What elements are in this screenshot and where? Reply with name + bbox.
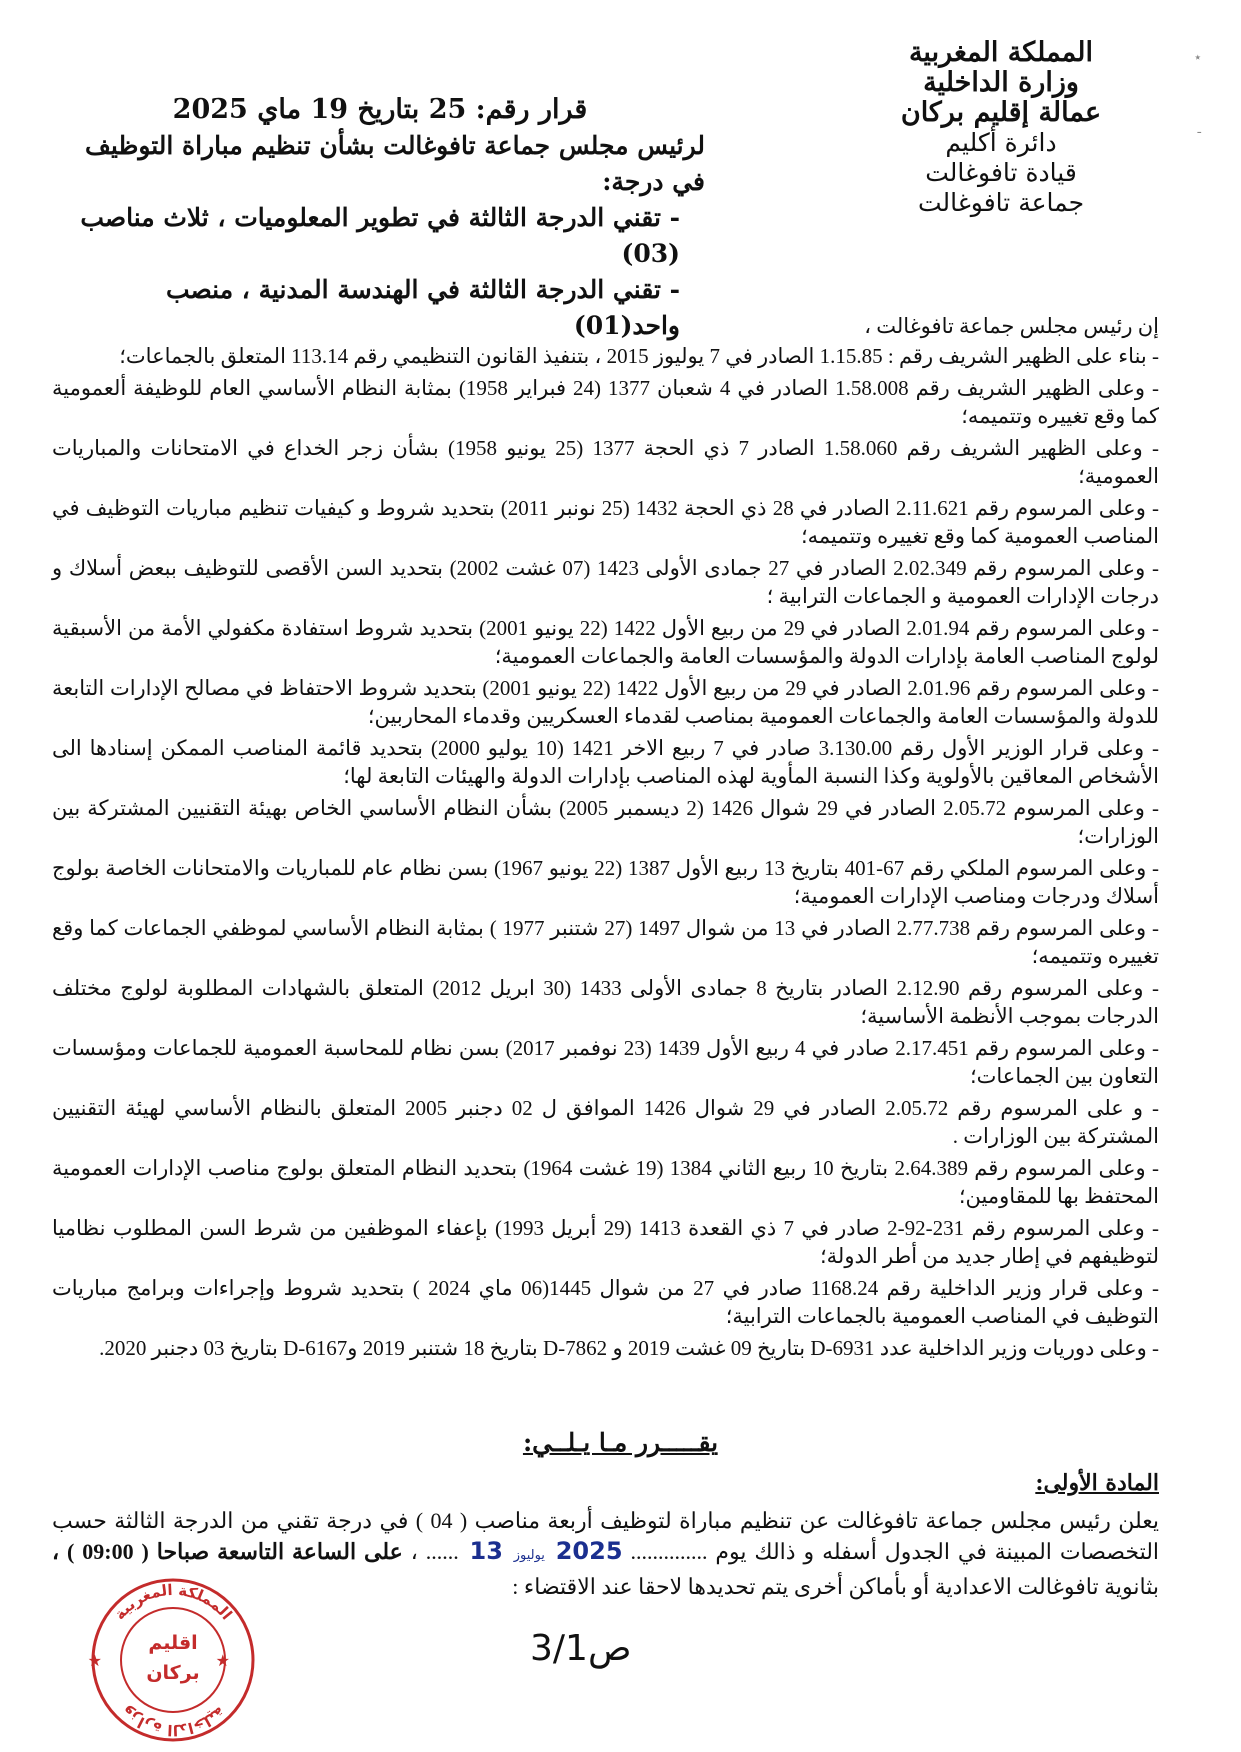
decision-heading: يقـــــرر مـا يـلــي: bbox=[522, 1428, 719, 1457]
handwritten-date bbox=[459, 1537, 623, 1565]
stamp-star-icon: ★ bbox=[88, 1651, 102, 1670]
letterhead-circle: دائرة أكليم bbox=[945, 128, 1057, 157]
stamp-province-label: اقليم bbox=[148, 1632, 198, 1654]
preamble-clause: - وعلى المرسوم 2.05.72 الصادر في 29 شوال 1426 (2 ديسمبر 2005) بشأن النظام الأساسي الخاص بهيئة التقنيين المشتركة بين الوزارات؛ bbox=[52, 796, 1159, 848]
preamble-clause: - وعلى قرار الوزير الأول رقم 3.130.00 صادر في 7 ربيع الاخر 1421 (10 يوليو 2000) بتحديد قائمة المناصب الممكن إسنادها الى الأشخاص المعاقين بالأولوية وكذا النسبة المأوية لهذه المناصب بإدارات الدولة والهيئات التابعة لها؛ bbox=[52, 736, 1159, 788]
preamble-clause: - وعلى المرسوم رقم 2.12.90 الصادر بتاريخ 8 جمادى الأولى 1433 (30 ابريل 2012) المتعلق بالشهادات المطلوبة لولوج مختلف الدرجات بموجب الأنظمة الأساسية؛ bbox=[52, 976, 1160, 1028]
decision-number-line: قرار رقم: 25 بتاريخ 19 ماي 2025 bbox=[172, 94, 588, 125]
letterhead-kingdom: المملكة المغربية bbox=[908, 37, 1094, 68]
stamp-ring-top: المملكة المغربية bbox=[110, 1580, 236, 1624]
preamble-clause: - وعلى المرسوم رقم 2.17.451 صادر في 4 ربيع الأول 1439 (23 نوفمبر 2017) بسن نظام للمحاسبة العمومية للجماعات ومؤسسات التعاون بين الجماعات؛ bbox=[52, 1036, 1160, 1088]
stamp-province-name: بركان bbox=[146, 1662, 200, 1684]
decision-post-item: - تقني الدرجة الثالثة في الهندسة المدنية ، منصب واحد(01) bbox=[165, 275, 680, 340]
preamble-clause: - وعلى الظهير الشريف رقم 1.58.060 الصادر 7 ذي الحجة 1377 (25 يونيو 1958) بشأن زجر الخداع في الامتحانات والمباريات العمومية؛ bbox=[52, 436, 1159, 488]
preamble-clause: - وعلى الظهير الشريف رقم 1.58.008 الصادر في 4 شعبان 1377 (24 فبراير 1958) بمثابة النظام الأساسي العام للوظيفة ألعمومية كما وقع تغييره وتتميمه؛ bbox=[52, 376, 1159, 428]
preamble-clause: - وعلى دوريات وزير الداخلية عدد D-6931 بتاريخ 09 غشت 2019 و D-7862 بتاريخ 18 شتنبر 2019 وD-6167 بتاريخ 03 دجنبر 2020. bbox=[99, 1336, 1159, 1360]
preamble-clause: - وعلى المرسوم رقم 2.02.349 الصادر في 27 جمادى الأولى 1423 (07 غشت 2002) بتحديد السن الأقصى للتوظيف ببعض أسلاك و درجات الإدارات العمومية و الجماعات الترابية ؛ bbox=[52, 556, 1159, 608]
stamp-center-text bbox=[88, 1628, 258, 1688]
decision-post-item: - تقني الدرجة الثالثة في تطوير المعلوميات ، ثلاث مناصب (03) bbox=[80, 203, 680, 268]
letterhead bbox=[881, 38, 1121, 218]
preamble-clause: - وعلى المرسوم رقم 2.64.389 بتاريخ 10 ربيع الثاني 1384 (19 غشت 1964) بتحديد النظام المتعلق بولوج مناصب الإدارات العمومية المحتفظ بها للمقاومين؛ bbox=[52, 1156, 1160, 1208]
preamble-clause: - وعلى المرسوم الملكي رقم 67-401 بتاريخ 13 ربيع الأول 1387 (22 يونيو 1967) بسن نظام عام للمباريات والامتحانات الخاصة بولوج أسلاك ودرجات ومناصب الإدارات العمومية؛ bbox=[52, 856, 1159, 908]
preamble bbox=[52, 312, 1159, 1366]
preamble-clause: - وعلى المرسوم رقم 2.01.96 الصادر في 29 من ربيع الأول 1422 (22 يونيو 2001) بتحديد شروط الاحتفاظ في مصالح الإدارات التابعة للدولة والمؤسسات العامة والجماعات العمومية بمناصب لقدماء العسكريين وقدماء المحاربين؛ bbox=[52, 676, 1159, 728]
decision-title bbox=[55, 92, 705, 344]
stamp-star-icon: ★ bbox=[215, 1651, 230, 1670]
letterhead-prefecture: عمالة إقليم بركان bbox=[900, 97, 1102, 128]
stamp-ring-bottom: وزارة الداخلية bbox=[117, 1702, 229, 1740]
scan-mark: ـ bbox=[1197, 122, 1201, 136]
preamble-clause: - وعلى المرسوم رقم 2.77.738 الصادر في 13 من شوال 1497 (27 شتنبر 1977 ) بمثابة النظام الأساسي لموظفي الجماعات كما وقع تغييره وتتميمه؛ bbox=[52, 916, 1159, 968]
preamble-clause: - وعلى المرسوم رقم 2.11.621 الصادر في 28 ذي الحجة 1432 (25 نونبر 2011) بتحديد شروط و كيفيات تنظيم مباريات التوظيف في المناصب العمومية كما وقع تغييره وتتميمه؛ bbox=[52, 496, 1159, 548]
article-1-text-after-date: ...... ، bbox=[410, 1539, 459, 1564]
preamble-clause: - وعلى قرار وزير الداخلية رقم 1168.24 صادر في 27 من شوال 1445(06 ماي 2024 ) بتحديد شروط وإجراءات وبرامج مباريات التوظيف في المناصب العمومية بالجماعات الترابية؛ bbox=[52, 1276, 1160, 1328]
date-day: 13 bbox=[469, 1537, 503, 1565]
preamble-clause: - و على المرسوم رقم 2.05.72 الصادر في 29 شوال 1426 الموافق ل 02 دجنبر 2005 المتعلق بالنظام الأساسي لهيئة التقنيين المشتركة بين الوزارات . bbox=[52, 1096, 1159, 1148]
letterhead-commune: جماعة تافوغالت bbox=[917, 188, 1085, 217]
date-month: يوليوز bbox=[513, 1548, 545, 1563]
letterhead-ministry: وزارة الداخلية bbox=[923, 67, 1079, 98]
article-1-location: بثانوية تافوغالت الاعدادية أو بأماكن أخرى يتم تحديدها لاحقا عند الاقتضاء : bbox=[512, 1574, 1159, 1599]
article-1-title: المادة الأولى: bbox=[1035, 1470, 1159, 1496]
article-1-time: على الساعة التاسعة صباحا ( 09:00 ) ، bbox=[52, 1539, 403, 1564]
decision-subject-line: لرئيس مجلس جماعة تافوغالت بشأن تنظيم مباراة التوظيف في درجة: bbox=[85, 131, 705, 196]
letterhead-caidat: قيادة تافوغالت bbox=[925, 158, 1077, 187]
preamble-clause: - وعلى المرسوم رقم 231-92-2 صادر في 7 ذي القعدة 1413 (29 أبريل 1993) بإعفاء الموظفين من شرط السن المطلوب نظاميا لتوظيفهم في إطار جديد من أطر الدولة؛ bbox=[52, 1216, 1160, 1268]
page-number: 3/1ص bbox=[530, 1628, 632, 1669]
preamble-clause: - بناء على الظهير الشريف رقم : 1.15.85 الصادر في 7 يوليوز 2015 ، بتنفيذ القانون التنظيمي رقم 113.14 المتعلق بالجماعات؛ bbox=[119, 344, 1159, 368]
preamble-intro: إن رئيس مجلس جماعة تافوغالت ، bbox=[864, 314, 1159, 338]
article-1-text: يعلن رئيس مجلس جماعة تافوغالت عن تنظيم مباراة لتوظيف أربعة مناصب ( 04 ) في درجة تقني من الدرجة الثالثة حسب التخصصات المبينة في الجدول أسفله و ذالك يوم .............. bbox=[52, 1508, 1160, 1564]
date-year: 2025 bbox=[555, 1537, 623, 1565]
preamble-clause: - وعلى المرسوم رقم 2.01.94 الصادر في 29 من ربيع الأول 1422 (22 يونيو 2001) بتحديد شروط استفادة مكفولي الأمة من الأسبقية لولوج المناصب العامة بإدارات الدولة والمؤسسات العامة والجماعات العمومية؛ bbox=[52, 616, 1159, 668]
scan-mark: ٭ bbox=[1194, 50, 1201, 64]
